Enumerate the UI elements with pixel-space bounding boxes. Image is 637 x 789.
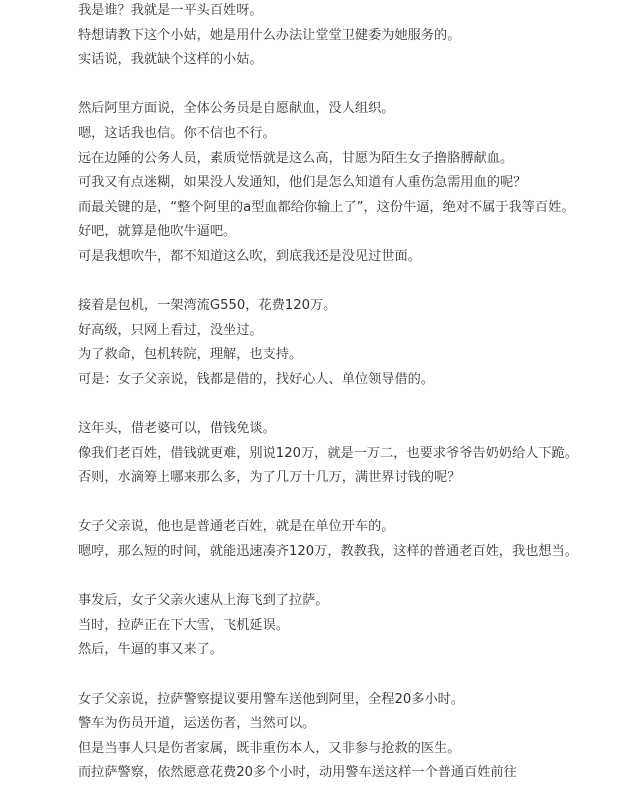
text-line: 这年头，借老婆可以，借钱免谈。 — [78, 421, 276, 437]
paragraph — [78, 0, 634, 73]
text-line: 女子父亲说，拉萨警察提议要用警车送他到阿里，全程20多小时。 — [78, 691, 465, 707]
text-line: 像我们老百姓，借钱就更难，别说120万，就是一万二，也要求爷爷告奶奶给人下跪。 — [78, 445, 578, 461]
paragraph-gap — [78, 270, 634, 295]
text-line: 我是谁？我就是一平头百姓呀。 — [78, 3, 263, 18]
text-line: 远在边陲的公务人员，素质觉悟就是这么高，甘愿为陌生女子撸胳膊献血。 — [78, 150, 514, 166]
text-line: 好高级，只网上看过，没坐过。 — [78, 322, 263, 338]
text-line: 嗯，这话我也信。你不信也不行。 — [78, 125, 276, 141]
paragraph-gap — [78, 565, 634, 590]
paragraph-gap — [78, 393, 634, 418]
text-line: 然后阿里方面说，全体公务员是自愿献血，没人组织。 — [78, 101, 395, 117]
text-line: 然后，牛逼的事又来了。 — [78, 642, 224, 658]
text-line: 当时，拉萨正在下大雪，飞机延误。 — [78, 617, 289, 633]
text-line: 警车为伤员开道，运送伤者，当然可以。 — [78, 716, 316, 732]
paragraph — [78, 417, 634, 491]
text-line: 好吧，就算是他吹牛逼吧。 — [78, 224, 237, 240]
text-line: 但是当事人只是伤者家属，既非重伤本人，又非参与抢救的医生。 — [78, 740, 461, 756]
paragraph — [78, 515, 634, 564]
text-line: 事发后，女子父亲火速从上海飞到了拉萨。 — [78, 593, 329, 609]
paragraph-gap — [78, 491, 634, 516]
text-line: 可是：女子父亲说，钱都是借的，找好心人、单位领导借的。 — [78, 371, 435, 387]
paragraph — [78, 97, 634, 269]
text-line: 女子父亲说，他也是普通老百姓，就是在单位开车的。 — [78, 519, 395, 535]
text-line: 否则，水滴筹上哪来那么多，为了几万十几万，满世界讨钱的呢？ — [78, 470, 461, 486]
article-body — [78, 0, 634, 786]
text-line: 可是我想吹牛，都不知道这么吹，到底我还是没见过世面。 — [78, 248, 421, 264]
paragraph — [78, 688, 634, 786]
text-line: 特想请教下这个小姑，她是用什么办法让堂堂卫健委为她服务的。 — [78, 27, 461, 43]
text-line: 接着是包机，一架湾流G550，花费120万。 — [78, 298, 337, 314]
text-line: 实话说，我就缺个这样的小姑。 — [78, 52, 263, 68]
text-line: 而最关键的是，“整个阿里的a型血都给你输上了”，这份牛逼，绝对不属于我等百姓。 — [78, 199, 575, 215]
text-line: 嗯哼，那么短的时间，就能迅速凑齐120万，教教我，这样的普通老百姓，我也想当。 — [78, 544, 578, 560]
paragraph-gap — [78, 73, 634, 98]
text-line: 而拉萨警察，依然愿意花费20多个小时，动用警车送这样一个普通百姓前往 — [78, 765, 517, 781]
paragraph-gap — [78, 663, 634, 688]
paragraph — [78, 589, 634, 663]
paragraph — [78, 294, 634, 392]
text-line: 可我又有点迷糊，如果没人发通知，他们是怎么知道有人重伤急需用血的呢？ — [78, 175, 527, 191]
text-line: 为了救命，包机转院，理解，也支持。 — [78, 347, 303, 363]
